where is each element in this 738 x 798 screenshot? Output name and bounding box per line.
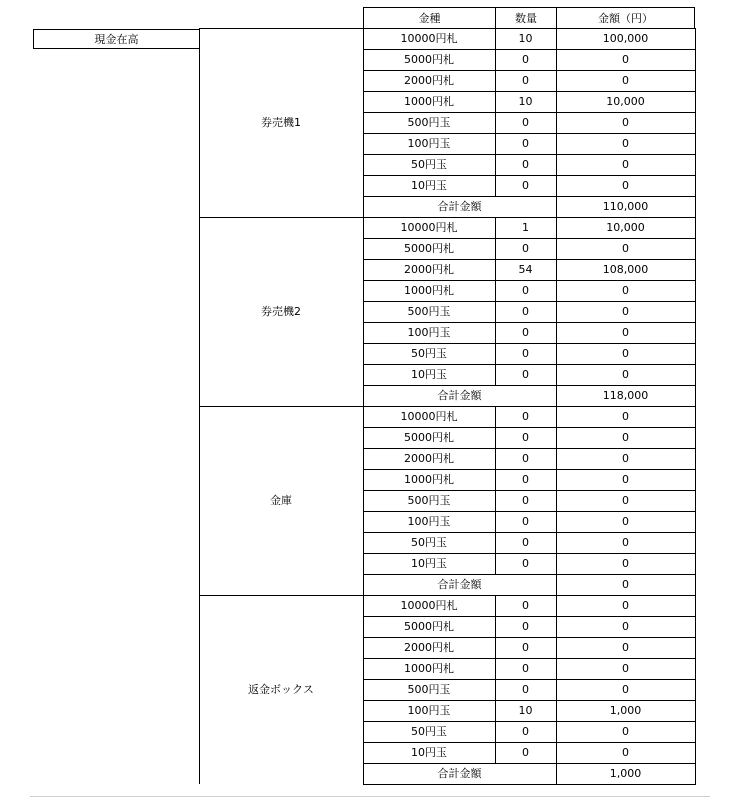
denomination-cell: 50円玉 — [411, 725, 447, 738]
grid-vline — [556, 322, 557, 343]
grid-vline — [495, 448, 496, 469]
denomination-cell: 50円玉 — [411, 347, 447, 360]
grid-vline — [556, 742, 557, 763]
grid-vline — [495, 112, 496, 133]
grid-hline — [363, 175, 695, 176]
amount-cell: 0 — [622, 620, 629, 633]
total-amount: 0 — [622, 578, 629, 591]
grid-vline — [556, 280, 557, 301]
amount-cell: 0 — [622, 536, 629, 549]
amount-cell: 0 — [622, 242, 629, 255]
denomination-cell: 100円玉 — [407, 326, 451, 339]
total-label: 合計金額 — [437, 389, 482, 402]
grid-hline — [363, 742, 695, 743]
grid-hline — [363, 238, 695, 239]
grid-vline — [495, 637, 496, 658]
grid-vline — [556, 448, 557, 469]
count-cell: 10 — [518, 95, 533, 108]
grid-vline — [495, 532, 496, 553]
amount-cell: 0 — [622, 74, 629, 87]
grid-vline — [556, 553, 557, 574]
grid-vline — [556, 154, 557, 175]
grid-vline — [495, 280, 496, 301]
amount-cell: 0 — [622, 431, 629, 444]
grid-hline — [363, 49, 695, 50]
grid-hline — [363, 112, 695, 113]
grid-vline — [556, 406, 557, 427]
header-amount: 金額（円） — [556, 7, 695, 29]
count-cell: 0 — [522, 368, 529, 381]
denomination-cell: 500円玉 — [407, 305, 451, 318]
grid-hline — [363, 721, 695, 722]
grid-hline — [363, 301, 695, 302]
grid-hline — [363, 70, 695, 71]
denomination-cell: 1000円札 — [404, 662, 454, 675]
grid-vline — [495, 700, 496, 721]
amount-cell: 0 — [622, 599, 629, 612]
amount-cell: 0 — [622, 158, 629, 171]
grid-hline — [363, 616, 695, 617]
grid-vline — [495, 364, 496, 385]
count-cell: 0 — [522, 179, 529, 192]
count-cell: 0 — [522, 725, 529, 738]
grid-vline — [495, 595, 496, 616]
denomination-cell: 10000円札 — [400, 221, 458, 234]
grid-hline — [363, 91, 695, 92]
denomination-cell: 50円玉 — [411, 158, 447, 171]
count-cell: 0 — [522, 536, 529, 549]
group-name: 券売機1 — [261, 116, 301, 129]
grid-vline — [495, 91, 496, 112]
grid-vline — [556, 175, 557, 196]
grid-vline — [495, 175, 496, 196]
count-cell: 54 — [518, 263, 533, 276]
count-cell: 0 — [522, 515, 529, 528]
header-count: 数量 — [495, 7, 557, 29]
count-cell: 0 — [522, 662, 529, 675]
grid-vline — [556, 427, 557, 448]
count-cell: 0 — [522, 641, 529, 654]
amount-cell: 0 — [622, 368, 629, 381]
page-bottom-divider — [30, 796, 710, 797]
grid-vline — [495, 259, 496, 280]
grid-vline — [556, 91, 557, 112]
denomination-cell: 10000円札 — [400, 410, 458, 423]
count-cell: 0 — [522, 557, 529, 570]
denomination-cell: 5000円札 — [404, 620, 454, 633]
grid-vline — [556, 763, 557, 784]
grid-vline — [495, 70, 496, 91]
grid-hline — [363, 553, 695, 554]
amount-cell: 0 — [622, 305, 629, 318]
amount-cell: 0 — [622, 641, 629, 654]
grid-vline — [556, 28, 557, 49]
count-cell: 0 — [522, 599, 529, 612]
grid-vline — [556, 637, 557, 658]
total-amount: 1,000 — [609, 767, 642, 780]
grid-vline — [695, 28, 696, 785]
grid-vline — [556, 259, 557, 280]
denomination-cell: 10円玉 — [411, 179, 447, 192]
count-cell: 0 — [522, 158, 529, 171]
count-cell: 0 — [522, 431, 529, 444]
grid-vline — [495, 238, 496, 259]
grid-vline — [556, 574, 557, 595]
denomination-cell: 2000円札 — [404, 452, 454, 465]
header-denomination: 金種 — [363, 7, 496, 29]
amount-cell: 0 — [622, 326, 629, 339]
grid-vline — [495, 406, 496, 427]
count-cell: 0 — [522, 284, 529, 297]
denomination-cell: 1000円札 — [404, 284, 454, 297]
count-cell: 0 — [522, 242, 529, 255]
grid-vline — [199, 28, 200, 784]
grid-hline — [363, 637, 695, 638]
grid-hline — [363, 469, 695, 470]
grid-vline — [556, 364, 557, 385]
grid-vline — [556, 700, 557, 721]
grid-vline — [495, 658, 496, 679]
grid-vline — [495, 343, 496, 364]
count-cell: 0 — [522, 410, 529, 423]
denomination-cell: 100円玉 — [407, 137, 451, 150]
count-cell: 0 — [522, 620, 529, 633]
grid-vline — [556, 301, 557, 322]
amount-cell: 0 — [622, 515, 629, 528]
grid-hline — [363, 322, 695, 323]
grid-hline — [363, 364, 695, 365]
amount-cell: 10,000 — [606, 221, 645, 234]
grid-hline — [363, 490, 695, 491]
count-cell: 0 — [522, 746, 529, 759]
total-amount: 110,000 — [602, 200, 649, 213]
grid-vline — [495, 322, 496, 343]
grid-vline — [363, 28, 364, 785]
denomination-cell: 2000円札 — [404, 263, 454, 276]
grid-vline — [556, 238, 557, 259]
grid-vline — [556, 532, 557, 553]
group-name: 返金ボックス — [248, 683, 314, 696]
denomination-cell: 50円玉 — [411, 536, 447, 549]
grid-hline — [363, 679, 695, 680]
grid-vline — [495, 217, 496, 238]
grid-vline — [495, 553, 496, 574]
count-cell: 0 — [522, 116, 529, 129]
amount-cell: 0 — [622, 452, 629, 465]
amount-cell: 0 — [622, 662, 629, 675]
denomination-cell: 2000円札 — [404, 641, 454, 654]
count-cell: 0 — [522, 305, 529, 318]
grid-hline — [363, 511, 695, 512]
denomination-cell: 10000円札 — [400, 599, 458, 612]
denomination-cell: 5000円札 — [404, 242, 454, 255]
grid-vline — [556, 469, 557, 490]
grid-vline — [556, 490, 557, 511]
grid-hline — [363, 154, 695, 155]
amount-cell: 0 — [622, 746, 629, 759]
grid-vline — [495, 511, 496, 532]
amount-cell: 108,000 — [602, 263, 649, 276]
count-cell: 0 — [522, 326, 529, 339]
amount-cell: 0 — [622, 347, 629, 360]
count-cell: 0 — [522, 473, 529, 486]
grid-vline — [495, 469, 496, 490]
total-label: 合計金額 — [437, 200, 482, 213]
grid-vline — [556, 196, 557, 217]
grid-vline — [556, 70, 557, 91]
grid-vline — [495, 742, 496, 763]
grid-hline — [363, 532, 695, 533]
grid-vline — [495, 616, 496, 637]
denomination-cell: 10円玉 — [411, 368, 447, 381]
grid-vline — [556, 217, 557, 238]
grid-hline — [363, 259, 695, 260]
denomination-cell: 1000円札 — [404, 95, 454, 108]
grid-vline — [556, 511, 557, 532]
group-name: 金庫 — [270, 494, 292, 507]
grid-vline — [495, 301, 496, 322]
grid-hline — [363, 427, 695, 428]
count-cell: 0 — [522, 452, 529, 465]
denomination-cell: 100円玉 — [407, 515, 451, 528]
grid-vline — [495, 490, 496, 511]
denomination-cell: 500円玉 — [407, 683, 451, 696]
amount-cell: 0 — [622, 683, 629, 696]
grid-vline — [495, 427, 496, 448]
grid-vline — [556, 658, 557, 679]
grid-hline — [363, 784, 696, 785]
amount-cell: 0 — [622, 473, 629, 486]
grid-vline — [556, 679, 557, 700]
group-name: 券売機2 — [261, 305, 301, 318]
denomination-cell: 10円玉 — [411, 746, 447, 759]
denomination-cell: 500円玉 — [407, 116, 451, 129]
grid-vline — [556, 721, 557, 742]
grid-vline — [556, 595, 557, 616]
grid-hline — [363, 343, 695, 344]
cash-label: 現金在高 — [33, 29, 200, 49]
count-cell: 0 — [522, 347, 529, 360]
grid-hline — [363, 280, 695, 281]
count-cell: 0 — [522, 74, 529, 87]
amount-cell: 0 — [622, 137, 629, 150]
grid-vline — [556, 112, 557, 133]
total-label: 合計金額 — [437, 767, 482, 780]
count-cell: 1 — [522, 221, 529, 234]
denomination-cell: 1000円札 — [404, 473, 454, 486]
grid-vline — [495, 721, 496, 742]
total-amount: 118,000 — [602, 389, 649, 402]
grid-hline — [363, 658, 695, 659]
grid-hline — [363, 700, 695, 701]
total-label: 合計金額 — [437, 578, 482, 591]
denomination-cell: 100円玉 — [407, 704, 451, 717]
amount-cell: 0 — [622, 53, 629, 66]
denomination-cell: 5000円札 — [404, 53, 454, 66]
amount-cell: 0 — [622, 284, 629, 297]
count-cell: 0 — [522, 683, 529, 696]
grid-vline — [495, 28, 496, 49]
amount-cell: 0 — [622, 725, 629, 738]
denomination-cell: 10000円札 — [400, 32, 458, 45]
amount-cell: 0 — [622, 494, 629, 507]
grid-vline — [495, 154, 496, 175]
denomination-cell: 5000円札 — [404, 431, 454, 444]
grid-vline — [556, 49, 557, 70]
amount-cell: 0 — [622, 557, 629, 570]
grid-hline — [363, 448, 695, 449]
grid-hline — [363, 133, 695, 134]
amount-cell: 1,000 — [609, 704, 642, 717]
amount-cell: 10,000 — [606, 95, 645, 108]
count-cell: 0 — [522, 494, 529, 507]
grid-vline — [495, 679, 496, 700]
grid-vline — [556, 133, 557, 154]
denomination-cell: 2000円札 — [404, 74, 454, 87]
amount-cell: 100,000 — [602, 32, 649, 45]
amount-cell: 0 — [622, 410, 629, 423]
denomination-cell: 500円玉 — [407, 494, 451, 507]
amount-cell: 0 — [622, 116, 629, 129]
amount-cell: 0 — [622, 179, 629, 192]
grid-vline — [495, 133, 496, 154]
grid-vline — [495, 49, 496, 70]
count-cell: 0 — [522, 137, 529, 150]
count-cell: 0 — [522, 53, 529, 66]
grid-vline — [556, 343, 557, 364]
grid-vline — [556, 616, 557, 637]
count-cell: 10 — [518, 32, 533, 45]
grid-vline — [556, 385, 557, 406]
count-cell: 10 — [518, 704, 533, 717]
denomination-cell: 10円玉 — [411, 557, 447, 570]
